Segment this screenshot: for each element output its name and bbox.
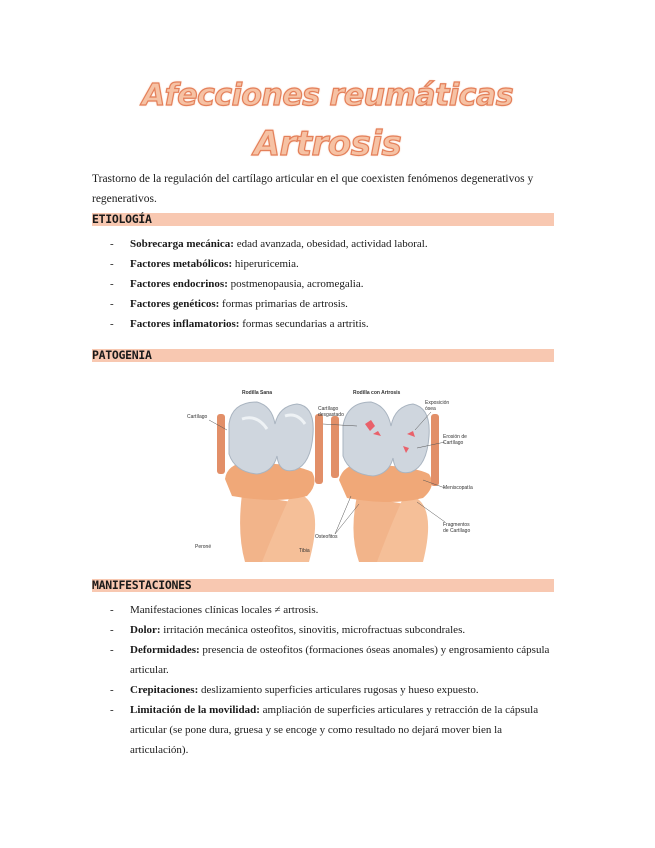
title-line-1: Afecciones reumáticas	[141, 78, 514, 113]
label-fragmentos-cartilago: Fragmentos de Cartílago	[443, 522, 471, 534]
manifestaciones-list	[110, 600, 560, 760]
label-perone: Peroné	[195, 544, 212, 550]
list-item: - Dolor: irritación mecánica osteofitos, sinovitis, microfractuas subcondrales.	[110, 620, 560, 640]
label-cartilago: Cartílago	[187, 414, 208, 420]
list-item: - Sobrecarga mecánica: edad avanzada, obesidad, actividad laboral.	[110, 234, 560, 254]
etiologia-list	[110, 234, 560, 334]
label-cartilago-desgastado: Cartílago desgastado	[318, 406, 344, 418]
label-erosion-cartilago: Erosión de Cartílago	[443, 434, 467, 446]
section-heading-patogenia	[92, 349, 554, 362]
knee-illustration	[187, 384, 477, 562]
section-heading-etiologia	[92, 213, 554, 226]
label-arthrosis-knee: Rodilla con Artrosis	[353, 390, 401, 396]
label-meniscopatia: Meniscopatía	[443, 485, 473, 491]
list-item: - Factores genéticos: formas primarias de artrosis.	[110, 294, 560, 314]
healthy-knee	[217, 402, 323, 562]
section-heading-manifestaciones-text: MANIFESTACIONES	[92, 578, 192, 592]
section-heading-manifestaciones	[92, 579, 554, 592]
label-healthy-knee: Rodilla Sana	[242, 390, 273, 396]
list-item: - Limitación de la movilidad: ampliación de superficies articulares y retracción de la cápsula articular (se pone dura, gruesa y se encoge y como resultado no dejará mover bien la articulación).	[110, 700, 560, 760]
list-item: - Factores endocrinos: postmenopausia, acromegalia.	[110, 274, 560, 294]
list-item: - Crepitaciones: deslizamiento superficies articulares rugosas y hueso expuesto.	[110, 680, 560, 700]
list-item: - Manifestaciones clínicas locales ≠ artrosis.	[110, 600, 560, 620]
list-item: - Factores metabólicos: hiperuricemia.	[110, 254, 560, 274]
list-item: - Factores inflamatorios: formas secundarias a artritis.	[110, 314, 560, 334]
section-heading-etiologia-text: ETIOLOGÍA	[92, 212, 152, 226]
title-line-2: Artrosis	[253, 124, 402, 164]
intro-paragraph: Trastorno de la regulación del cartílago articular en el que coexisten fenómenos degenerativos y regenerativos.	[92, 173, 534, 205]
label-exposicion-osea: Exposición ósea	[425, 400, 450, 412]
label-osteofitos: Osteofitos	[315, 534, 338, 540]
arthrosis-knee	[331, 402, 439, 562]
section-heading-patogenia-text: PATOGENIA	[92, 348, 152, 362]
list-item: - Deformidades: presencia de osteofitos (formaciones óseas anomales) y engrosamiento cápsula articular.	[110, 640, 560, 680]
label-tibia: Tibia	[299, 548, 310, 554]
